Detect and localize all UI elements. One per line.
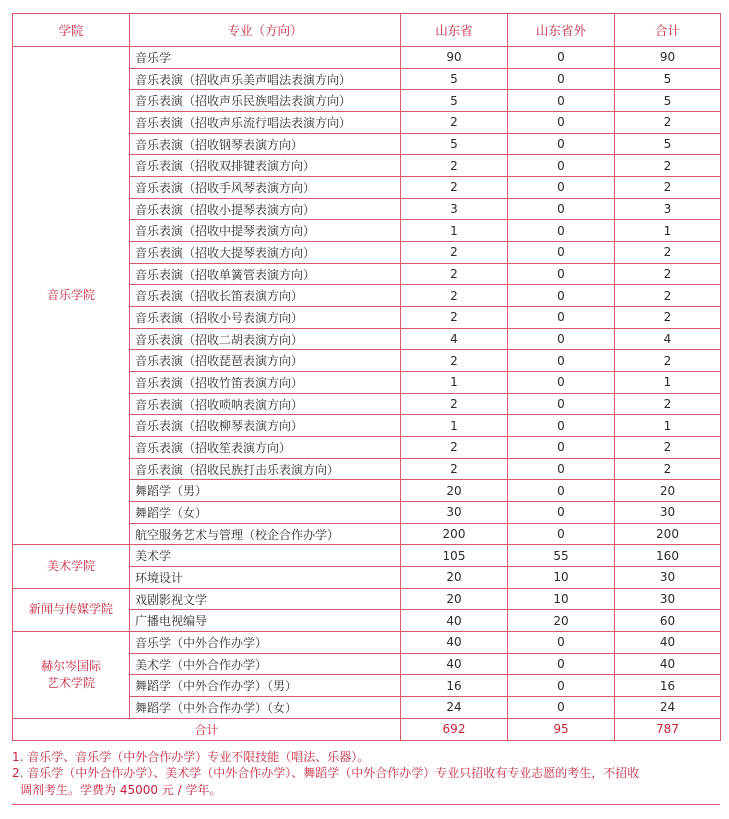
major-cell: 美术学	[130, 545, 401, 567]
major-cell: 音乐表演（招收手风琴表演方向）	[130, 177, 401, 199]
shandong-count: 2	[401, 307, 508, 329]
note-2-line-2: 调剂考生。学费为 45000 元 / 学年。	[20, 782, 222, 797]
total-count: 5	[615, 133, 721, 155]
major-cell: 音乐表演（招收声乐流行唱法表演方向）	[130, 112, 401, 134]
total-count: 200	[615, 523, 721, 545]
major-cell: 音乐学	[130, 47, 401, 69]
note-1: 1. 音乐学、音乐学（中外合作办学）专业不限技能（唱法、乐器）。	[12, 749, 370, 764]
total-count: 2	[615, 242, 721, 264]
shandong-count: 20	[401, 567, 508, 589]
total-count: 2	[615, 307, 721, 329]
shandong-count: 5	[401, 68, 508, 90]
major-cell: 音乐表演（招收钢琴表演方向）	[130, 133, 401, 155]
major-cell: 音乐表演（招收柳琴表演方向）	[130, 415, 401, 437]
shandong-count: 2	[401, 177, 508, 199]
major-cell: 舞蹈学（中外合作办学）（男）	[130, 675, 401, 697]
enrollment-table	[12, 13, 721, 741]
major-cell: 音乐表演（招收民族打击乐表演方向）	[130, 458, 401, 480]
total-count: 2	[615, 177, 721, 199]
outside-count: 0	[508, 458, 615, 480]
total-count: 16	[615, 675, 721, 697]
major-cell: 美术学（中外合作办学）	[130, 653, 401, 675]
outside-count: 0	[508, 133, 615, 155]
shandong-count: 2	[401, 285, 508, 307]
header-major: 专业（方向）	[130, 14, 401, 47]
outside-count: 0	[508, 263, 615, 285]
outside-count: 0	[508, 177, 615, 199]
shandong-count: 16	[401, 675, 508, 697]
outside-count: 0	[508, 155, 615, 177]
bottom-divider	[12, 804, 720, 805]
outside-count: 0	[508, 502, 615, 524]
major-cell: 音乐表演（招收笙表演方向）	[130, 437, 401, 459]
major-cell: 音乐表演（招收琵琶表演方向）	[130, 350, 401, 372]
major-cell: 航空服务艺术与管理（校企合作办学）	[130, 523, 401, 545]
header-shandong: 山东省	[401, 14, 508, 47]
total-count: 5	[615, 90, 721, 112]
notes	[12, 749, 720, 799]
total-row	[13, 718, 721, 740]
total-shandong: 692	[401, 718, 508, 740]
major-cell: 音乐表演（招收大提琴表演方向）	[130, 242, 401, 264]
total-count: 1	[615, 220, 721, 242]
enrollment-plan-page	[12, 13, 720, 805]
shandong-count: 3	[401, 198, 508, 220]
major-cell: 音乐表演（招收双排键表演方向）	[130, 155, 401, 177]
outside-count: 0	[508, 47, 615, 69]
total-count: 5	[615, 68, 721, 90]
outside-count: 10	[508, 567, 615, 589]
outside-count: 0	[508, 393, 615, 415]
outside-count: 0	[508, 523, 615, 545]
major-cell: 舞蹈学（中外合作办学）（女）	[130, 697, 401, 719]
shandong-count: 90	[401, 47, 508, 69]
outside-count: 0	[508, 697, 615, 719]
outside-count: 0	[508, 675, 615, 697]
total-count: 30	[615, 588, 721, 610]
shandong-count: 200	[401, 523, 508, 545]
college-name: 新闻与传媒学院	[13, 588, 130, 631]
major-cell: 音乐表演（招收声乐民族唱法表演方向）	[130, 90, 401, 112]
table-row	[13, 47, 721, 69]
major-cell: 音乐表演（招收长笛表演方向）	[130, 285, 401, 307]
major-cell: 音乐表演（招收小提琴表演方向）	[130, 198, 401, 220]
major-cell: 音乐表演（招收中提琴表演方向）	[130, 220, 401, 242]
total-count: 1	[615, 372, 721, 394]
total-count: 3	[615, 198, 721, 220]
shandong-count: 105	[401, 545, 508, 567]
header-outside-shandong: 山东省外	[508, 14, 615, 47]
outside-count: 0	[508, 415, 615, 437]
shandong-count: 24	[401, 697, 508, 719]
total-count: 90	[615, 47, 721, 69]
outside-count: 0	[508, 372, 615, 394]
shandong-count: 2	[401, 458, 508, 480]
total-count: 24	[615, 697, 721, 719]
shandong-count: 1	[401, 220, 508, 242]
college-name: 美术学院	[13, 545, 130, 588]
shandong-count: 2	[401, 350, 508, 372]
total-count: 40	[615, 632, 721, 654]
major-cell: 广播电视编导	[130, 610, 401, 632]
shandong-count: 1	[401, 415, 508, 437]
total-count: 1	[615, 415, 721, 437]
shandong-count: 5	[401, 90, 508, 112]
outside-count: 0	[508, 242, 615, 264]
major-cell: 音乐表演（招收唢呐表演方向）	[130, 393, 401, 415]
outside-count: 0	[508, 653, 615, 675]
note-2-line-1: 2. 音乐学（中外合作办学）、美术学（中外合作办学）、舞蹈学（中外合作办学）专业只招收有专业志愿的考生，不招收	[12, 766, 640, 780]
shandong-count: 20	[401, 480, 508, 502]
outside-count: 0	[508, 220, 615, 242]
outside-count: 0	[508, 328, 615, 350]
total-count: 2	[615, 263, 721, 285]
total-count: 2	[615, 350, 721, 372]
outside-count: 20	[508, 610, 615, 632]
major-cell: 舞蹈学（男）	[130, 480, 401, 502]
outside-count: 0	[508, 68, 615, 90]
outside-count: 0	[508, 285, 615, 307]
total-count: 2	[615, 112, 721, 134]
outside-count: 0	[508, 632, 615, 654]
shandong-count: 40	[401, 653, 508, 675]
shandong-count: 2	[401, 112, 508, 134]
grand-total: 787	[615, 718, 721, 740]
major-cell: 音乐表演（招收竹笛表演方向）	[130, 372, 401, 394]
shandong-count: 40	[401, 610, 508, 632]
major-cell: 戏剧影视文学	[130, 588, 401, 610]
outside-count: 0	[508, 90, 615, 112]
college-name: 音乐学院	[13, 47, 130, 545]
outside-count: 0	[508, 350, 615, 372]
major-cell: 音乐表演（招收单簧管表演方向）	[130, 263, 401, 285]
shandong-count: 40	[401, 632, 508, 654]
total-count: 30	[615, 502, 721, 524]
outside-count: 0	[508, 198, 615, 220]
outside-count: 0	[508, 480, 615, 502]
major-cell: 舞蹈学（女）	[130, 502, 401, 524]
total-count: 2	[615, 393, 721, 415]
header-total: 合计	[615, 14, 721, 47]
total-count: 60	[615, 610, 721, 632]
table-body	[13, 47, 721, 741]
shandong-count: 30	[401, 502, 508, 524]
outside-count: 0	[508, 112, 615, 134]
shandong-count: 1	[401, 372, 508, 394]
total-count: 2	[615, 437, 721, 459]
shandong-count: 2	[401, 155, 508, 177]
outside-count: 0	[508, 437, 615, 459]
shandong-count: 20	[401, 588, 508, 610]
shandong-count: 2	[401, 437, 508, 459]
total-count: 2	[615, 458, 721, 480]
major-cell: 音乐表演（招收声乐美声唱法表演方向）	[130, 68, 401, 90]
major-cell: 音乐学（中外合作办学）	[130, 632, 401, 654]
major-cell: 音乐表演（招收二胡表演方向）	[130, 328, 401, 350]
shandong-count: 5	[401, 133, 508, 155]
table-row	[13, 545, 721, 567]
shandong-count: 2	[401, 263, 508, 285]
table-header-row	[13, 14, 721, 47]
total-outside: 95	[508, 718, 615, 740]
total-count: 160	[615, 545, 721, 567]
college-name: 赫尔岑国际 艺术学院	[13, 632, 130, 719]
total-count: 2	[615, 285, 721, 307]
header-college: 学院	[13, 14, 130, 47]
total-count: 20	[615, 480, 721, 502]
outside-count: 55	[508, 545, 615, 567]
shandong-count: 4	[401, 328, 508, 350]
outside-count: 0	[508, 307, 615, 329]
total-label: 合计	[13, 718, 401, 740]
table-row	[13, 632, 721, 654]
shandong-count: 2	[401, 393, 508, 415]
total-count: 30	[615, 567, 721, 589]
total-count: 40	[615, 653, 721, 675]
total-count: 4	[615, 328, 721, 350]
shandong-count: 2	[401, 242, 508, 264]
total-count: 2	[615, 155, 721, 177]
major-cell: 环境设计	[130, 567, 401, 589]
outside-count: 10	[508, 588, 615, 610]
major-cell: 音乐表演（招收小号表演方向）	[130, 307, 401, 329]
table-row	[13, 588, 721, 610]
